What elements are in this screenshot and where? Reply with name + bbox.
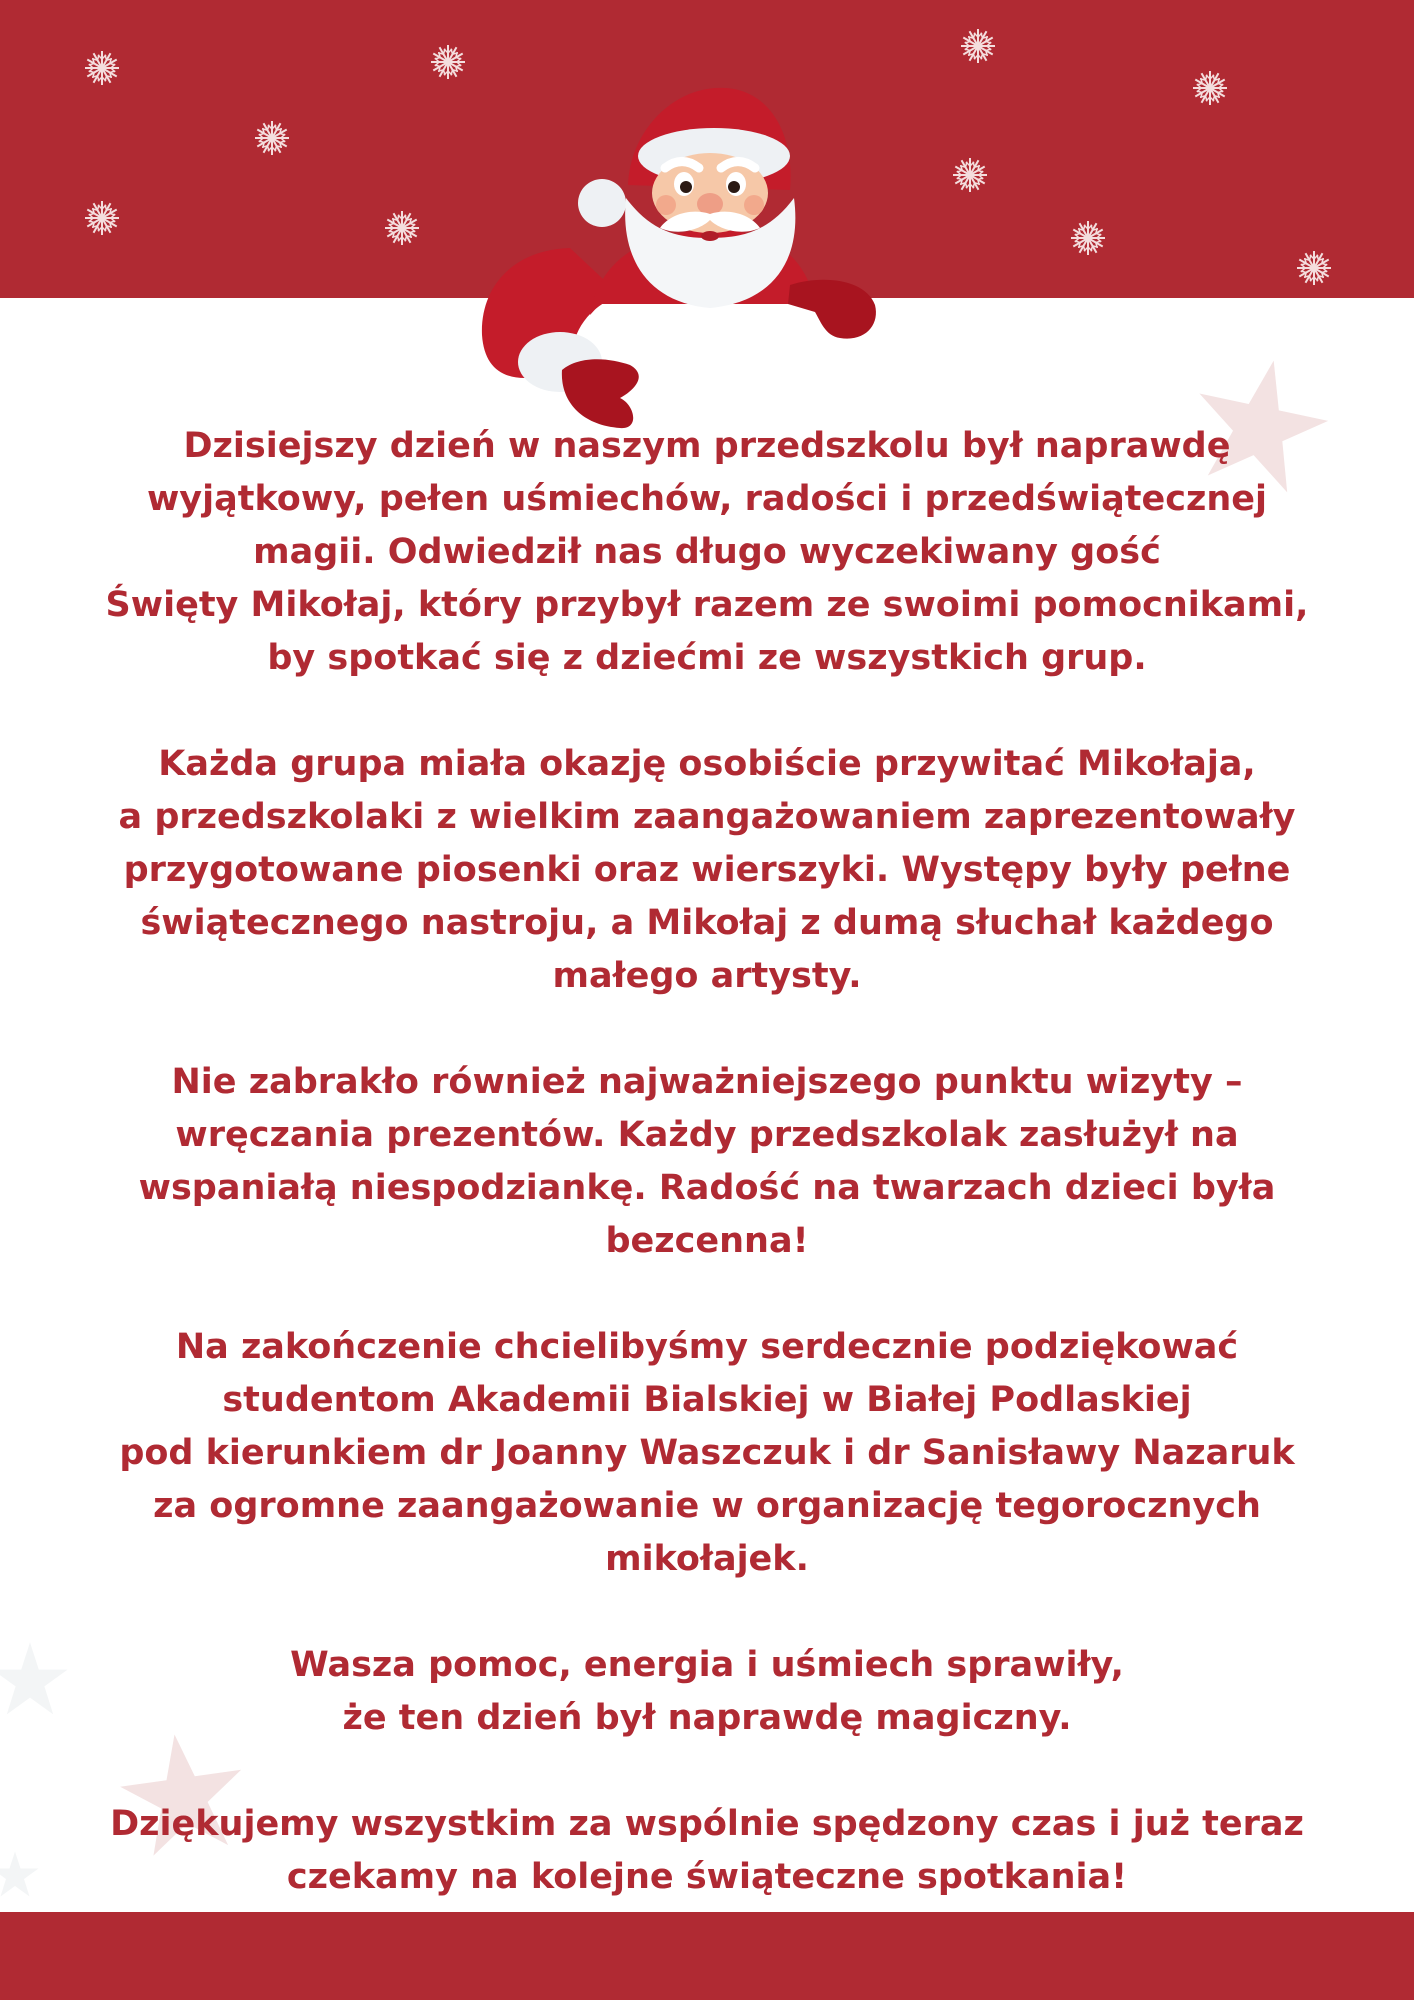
letter-body: [60, 420, 1354, 1904]
letter-line: małego artysty.: [552, 956, 862, 996]
letter-paragraph: [60, 738, 1354, 1003]
snowflake-icon: [428, 42, 468, 82]
letter-paragraph: [60, 1056, 1354, 1268]
letter-line: Nie zabrakło również najważniejszego punktu wizyty –: [171, 1062, 1243, 1102]
letter-line: Dziękujemy wszystkim za wspólnie spędzony czas i już teraz: [110, 1804, 1304, 1844]
letter-line: wspaniałą niespodziankę. Radość na twarzach dzieci była: [138, 1168, 1276, 1208]
snowflake-icon: [1190, 68, 1230, 108]
snowflake-icon: [950, 155, 990, 195]
letter-line: pod kierunkiem dr Joanny Waszczuk i dr Sanisławy Nazaruk: [119, 1433, 1295, 1473]
letter-line: magii. Odwiedził nas długo wyczekiwany gość: [253, 532, 1161, 572]
letter-line: Dzisiejszy dzień w naszym przedszkolu był naprawdę: [183, 426, 1231, 466]
letter-line: za ogromne zaangażowanie w organizację tegorocznych: [153, 1486, 1261, 1526]
snowflake-icon: [252, 118, 292, 158]
letter-line: bezcenna!: [605, 1221, 809, 1261]
santa-claus-illustration: [470, 80, 950, 440]
letter-line: by spotkać się z dziećmi ze wszystkich grup.: [267, 638, 1147, 678]
bottom-banner: [0, 1912, 1414, 2000]
letter-line: Święty Mikołaj, który przybył razem ze swoimi pomocnikami,: [105, 585, 1309, 625]
snowflake-icon: [82, 48, 122, 88]
letter-line: przygotowane piosenki oraz wierszyki. Występy były pełne: [123, 850, 1291, 890]
letter-line: studentom Akademii Bialskiej w Białej Podlaskiej: [222, 1380, 1192, 1420]
letter-paragraph: [60, 420, 1354, 685]
letter-line: wręczania prezentów. Każdy przedszkolak zasłużył na: [175, 1115, 1239, 1155]
letter-paragraph: [60, 1321, 1354, 1586]
letter-line: świątecznego nastroju, a Mikołaj z dumą słuchał każdego: [140, 903, 1274, 943]
letter-line: Każda grupa miała okazję osobiście przywitać Mikołaja,: [158, 744, 1256, 784]
letter-line: czekamy na kolejne świąteczne spotkania!: [286, 1857, 1128, 1897]
snowflake-icon: [1294, 248, 1334, 288]
letter-line: Wasza pomoc, energia i uśmiech sprawiły,: [290, 1645, 1124, 1685]
letter-line: że ten dzień był naprawdę magiczny.: [342, 1698, 1072, 1738]
letter-paragraph: [60, 1639, 1354, 1745]
star-icon: [0, 1850, 40, 1900]
letter-line: Na zakończenie chcielibyśmy serdecznie podziękować: [175, 1327, 1239, 1367]
letter-paragraph: [60, 1798, 1354, 1904]
letter-line: mikołajek.: [605, 1539, 809, 1579]
letter-line: wyjątkowy, pełen uśmiechów, radości i przedświątecznej: [146, 479, 1268, 519]
snowflake-icon: [958, 26, 998, 66]
letter-line: a przedszkolaki z wielkim zaangażowaniem zaprezentowały: [118, 797, 1296, 837]
snowflake-icon: [1068, 218, 1108, 258]
snowflake-icon: [382, 208, 422, 248]
snowflake-icon: [82, 198, 122, 238]
